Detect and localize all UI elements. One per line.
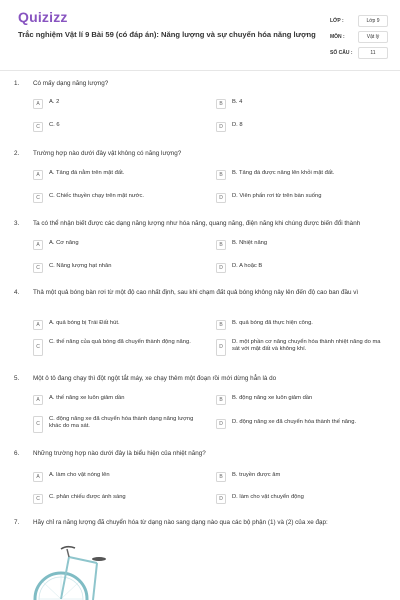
meta-question-count-label: SỐ CÂU : [330,50,353,56]
option-letter-badge: B [216,170,226,180]
option-a[interactable] [33,320,203,330]
option-a[interactable] [33,472,203,482]
question-text: Những trường hợp nào dưới đây là biểu hiện của nhiệt năng? [33,450,206,457]
meta-subject [330,29,390,45]
option-letter-badge: B [216,99,226,109]
option-text: C. phản chiếu được ánh sáng [49,494,126,500]
option-letter-badge: A [33,320,43,330]
option-b[interactable] [216,99,386,109]
option-letter-badge: A [33,170,43,180]
option-d[interactable] [216,193,386,203]
option-d[interactable] [216,263,386,273]
option-text: A. thế năng xe luôn giảm dần [49,395,125,401]
question-text: Trường hợp nào dưới đây vật không có năng lượng? [33,150,182,157]
option-text: D. làm cho vật chuyển động [232,494,304,500]
option-c[interactable] [33,416,203,433]
question-text: Hãy chỉ ra năng lượng đã chuyển hóa từ dạng nào sang dạng nào qua các bộ phận (1) và (2) của xe đạp: [33,519,328,526]
worksheet-header [0,0,400,68]
option-text: D. động năng xe đã chuyển hóa thành thế năng. [232,419,357,425]
option-letter-badge: D [216,494,226,504]
option-c[interactable] [33,122,203,132]
question-number: 5. [14,375,20,382]
meta-subject-label: MÔN : [330,34,345,40]
option-a[interactable] [33,240,203,250]
option-text: A. Tảng đá nằm trên mặt đất. [49,170,125,176]
option-letter-badge: A [33,99,43,109]
option-text: D. 8 [232,122,243,128]
option-a[interactable] [33,395,203,405]
option-letter-badge: D [216,193,226,203]
option-d[interactable] [216,494,386,504]
meta-subject-value: Vật lý [358,31,388,43]
option-letter-badge: C [33,122,43,132]
meta-question-count-value: 11 [358,47,388,59]
option-text: C. 6 [49,122,60,128]
option-c[interactable] [33,263,203,273]
option-letter-badge: C [33,416,43,433]
question-number: 4. [14,289,20,296]
option-letter-badge: C [33,339,43,356]
option-letter-badge: B [216,320,226,330]
question-text: Ta có thể nhận biết được các dạng năng lượng như hóa năng, quang năng, điện năng khi chúng được biến đổi thành [33,220,361,227]
question-number: 3. [14,220,20,227]
option-letter-badge: C [33,193,43,203]
option-text: A. Cơ năng [49,240,79,246]
option-letter-badge: A [33,240,43,250]
option-b[interactable] [216,240,386,250]
option-text: C. Chiếc thuyền chạy trên mặt nước. [49,193,144,199]
option-letter-badge: B [216,472,226,482]
option-letter-badge: D [216,339,226,356]
option-text: C. động năng xe đã chuyển hóa thành dạng năng lượng khác do ma sát. [49,416,194,430]
option-text: B. quả bóng đã thực hiện công. [232,320,313,326]
option-text: A. quả bóng bị Trái Đất hút. [49,320,120,326]
quizizz-logo[interactable]: Quizizz [18,9,68,25]
option-b[interactable] [216,472,386,482]
option-letter-badge: A [33,395,43,405]
option-letter-badge: D [216,263,226,273]
option-text: B. Nhiệt năng [232,240,268,246]
question-number: 6. [14,450,20,457]
option-b[interactable] [216,395,386,405]
option-text: C. Năng lượng hạt nhân [49,263,112,269]
option-c[interactable] [33,494,203,504]
option-text: B. truyền được âm [232,472,281,478]
option-text: B. Tảng đá được nâng lên khỏi mặt đất. [232,170,335,176]
option-b[interactable] [216,170,386,180]
option-a[interactable] [33,170,203,180]
option-letter-badge: A [33,472,43,482]
option-text: B. động năng xe luôn giảm dần [232,395,313,401]
meta-question-count [330,45,390,61]
meta-grade [330,13,390,29]
option-a[interactable] [33,99,203,109]
option-text: D. một phần cơ năng chuyển hóa thành nhiệt năng do ma sát với mặt đất và không khí. [232,339,381,353]
option-letter-badge: B [216,395,226,405]
question-number: 1. [14,80,20,87]
question-number: 7. [14,519,20,526]
question-text: Thả một quả bóng bàn rơi từ một độ cao nhất định, sau khi chạm đất quả bóng không nảy lên đến độ cao ban đầu vì [33,289,359,296]
question-text: Một ô tô đang chạy thì đột ngột tắt máy, xe chạy thêm một đoạn rồi mới dừng hẳn là do [33,375,277,382]
meta-grade-value: Lớp 9 [358,15,388,27]
worksheet-title: Trắc nghiệm Vật lí 9 Bài 59 (có đáp án): Năng lượng và sự chuyển hóa năng lượng [18,30,316,39]
question-text: Có mấy dạng năng lượng? [33,80,109,87]
option-text: B. 4 [232,99,243,105]
option-text: D. Viên phấn rơi từ trên bàn xuống [232,193,322,199]
option-letter-badge: D [216,419,226,429]
bicycle-illustration [33,539,143,600]
option-text: C. thế năng của quả bóng đã chuyển thành động năng. [49,339,191,345]
question-number: 2. [14,150,20,157]
option-c[interactable] [33,193,203,203]
option-text: A. 2 [49,99,60,105]
option-letter-badge: C [33,263,43,273]
option-d[interactable] [216,339,388,356]
option-d[interactable] [216,122,386,132]
option-text: D. A hoặc B [232,263,263,269]
meta-grade-label: LỚP : [330,18,344,24]
option-letter-badge: C [33,494,43,504]
option-letter-badge: B [216,240,226,250]
option-b[interactable] [216,320,386,330]
header-divider [0,70,400,71]
option-letter-badge: D [216,122,226,132]
worksheet-meta [330,13,390,61]
option-c[interactable] [33,339,203,356]
option-text: A. làm cho vật nóng lên [49,472,110,478]
option-d[interactable] [216,419,386,429]
